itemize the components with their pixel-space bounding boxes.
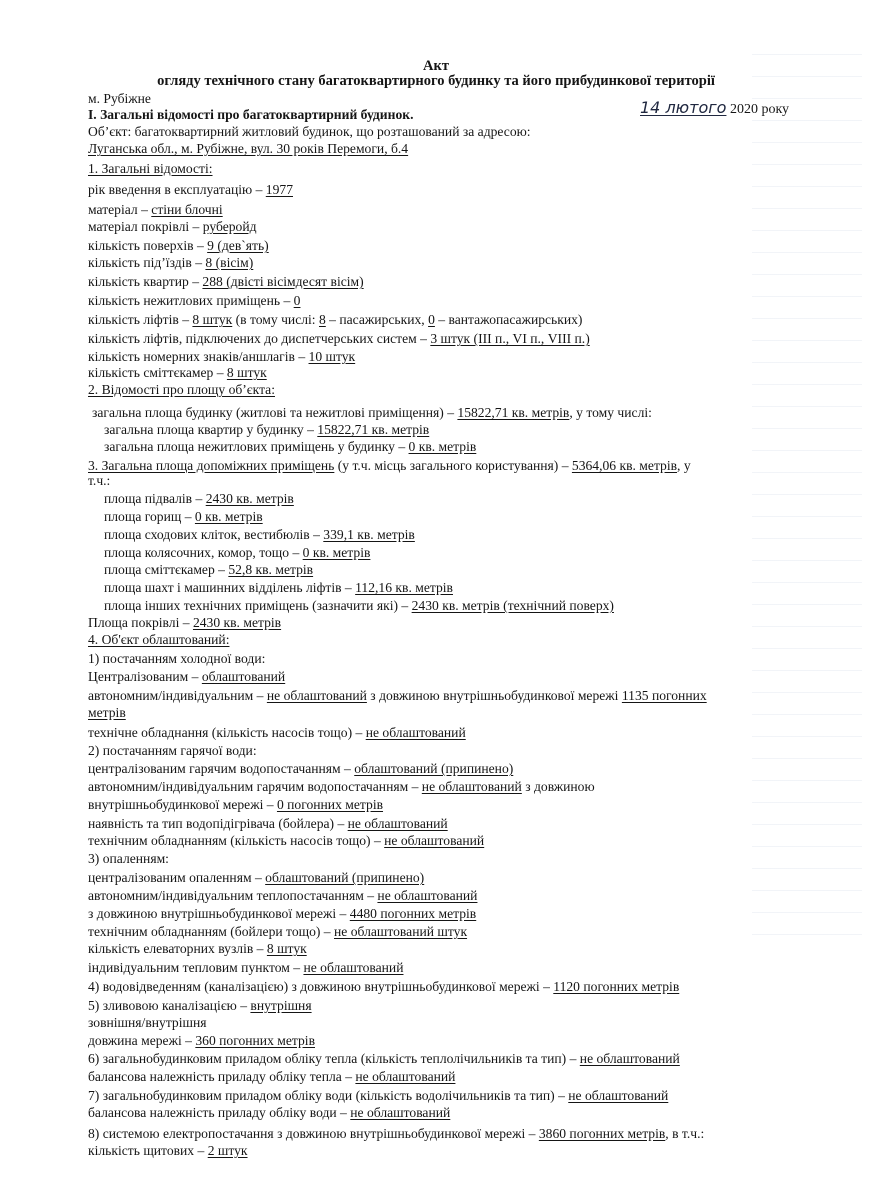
material-row [88,201,223,218]
heat-central-row [88,869,424,886]
boiler-label: наявність та тип водопідігрівача (бойлера) – [88,816,348,831]
sewer-label: 4) водовідведенням (каналізацією) з довжиною внутрішньобудинкової мережі – [88,979,554,994]
act-title: Акт [423,58,449,74]
area-total-row [92,404,652,421]
heat-auto-value: не облаштований [377,888,478,903]
heatmeter-label: 6) загальнобудинковим приладом обліку тепла (кількість теплолічильників та тип) – [88,1051,580,1066]
material-label: матеріал – [88,202,152,217]
watermeter-value: не облаштований [568,1088,669,1103]
address-line [88,140,408,157]
aux-tc: т.ч.: [88,473,111,488]
other-row [104,597,614,614]
hot-tech-value: не облаштований [384,833,485,848]
panels-row [88,1142,248,1159]
aux-heading-end: (у т.ч. місць загального користування) – [334,458,572,473]
aux-tc-row [88,472,110,489]
basement-label: площа підвалів – [104,491,206,506]
date-year: 2020 року [729,102,790,117]
shafts-row [104,579,453,596]
trash-value: 52,8 кв. метрів [228,562,314,577]
watermeter-bal-value: не облаштований [350,1105,451,1120]
itp-row [88,959,403,976]
trash-label: площа сміттєкамер – [104,562,229,577]
signs-row [88,348,355,365]
lifts-mid2: – пасажирських, [325,312,429,327]
hot-tech-row [88,832,484,849]
storm-len-value: 360 погонних метрів [195,1033,315,1048]
area-nonres-value: 0 кв. метрів [408,439,477,454]
chutes-row [88,364,267,381]
object-text: Об’єкт: багатоквартирний житловий будинок, що розташований за адресою: [88,124,531,139]
boiler-value: не облаштований [347,816,448,831]
panels-label: кількість щитових – [88,1143,208,1158]
hot-central-value: облаштований (припинено) [354,761,514,776]
year-row [88,181,293,198]
watermeter-bal-label: балансова належність приладу обліку води – [88,1105,351,1120]
boiler-row [88,815,448,832]
lifts-label: кількість ліфтів – [88,312,193,327]
section-1-heading [88,106,413,123]
bleed-through-text [752,40,862,940]
cold-tech-value: не облаштований [365,725,466,740]
heat-central-label: централізованим опаленням – [88,870,266,885]
elevators-label: кількість елеваторних вузлів – [88,941,267,956]
cold-auto-end: з довжиною внутрішньобудинкової мережі [366,688,622,703]
apartments-label: кількість квартир – [88,274,203,289]
heat-net-value: 4480 погонних метрів [349,906,477,921]
area-total-label: загальна площа будинку (житлові та нежитлові приміщення) – [92,405,458,420]
material-value: стіни блочні [151,202,223,217]
sewer-value: 1120 погонних метрів [553,979,680,994]
entrances-value: 8 (вісім) [205,255,254,270]
storm-label: 5) зливовою каналізацією – [88,998,251,1013]
pram-label: площа колясочних, комор, тощо – [104,545,303,560]
floors-value: 9 (дев`ять) [207,238,269,253]
general-heading [88,160,213,177]
stairs-row [104,526,415,543]
pram-row [104,544,370,561]
basement-value: 2430 кв. метрів [205,491,294,506]
hot-tech-label: технічним обладнанням (кількість насосів тощо) – [88,833,385,848]
storm-len-label: довжина мережі – [88,1033,196,1048]
heat-tech-label: технічним обладнанням (бойлери тощо) – [88,924,334,939]
itp-label: індивідуальним тепловим пунктом – [88,960,304,975]
roof-area-row [88,614,281,631]
panels-value: 2 штук [207,1143,248,1158]
heatmeter-row [88,1050,680,1067]
watermeter-label: 7) загальнобудинковим приладом обліку води (кількість водолічильників та тип) – [88,1088,569,1103]
city: м. Рубіжне [88,91,151,106]
heatmeter-bal-value: не облаштований [355,1069,456,1084]
nonres-row [88,292,300,309]
storm-len-row [88,1032,315,1049]
lifts-cargo: 0 [428,312,435,327]
elevators-value: 8 штук [266,941,307,956]
roof-row [88,218,257,235]
year-value: 1977 [265,182,293,197]
dispatch-row [88,330,590,347]
roof-value: руберойд [202,219,257,234]
area-nonres-row [104,438,476,455]
dispatch-label: кількість ліфтів, підключених до диспетчерських систем – [88,331,431,346]
lifts-end: – вантажопасажирських) [434,312,583,327]
area-apartments-value: 15822,71 кв. метрів [317,422,430,437]
stairs-label: площа сходових кліток, вестибюлів – [104,527,324,542]
address: Луганська обл., м. Рубіжне, вул. 30 років Перемоги, б.4 [88,141,409,156]
roof-area-label: Площа покрівлі – [88,615,193,630]
aux-heading-row [88,457,691,474]
heatmeter-bal-label: балансова належність приладу обліку тепла – [88,1069,356,1084]
cold-len-cont [88,704,126,721]
nonres-value: 0 [293,293,301,308]
city-line [88,90,151,107]
equip-heading-text: 4. Об'єкт облаштований: [88,632,230,647]
entrances-row [88,254,253,271]
hot-heading [88,742,257,759]
aux-total-end: , у [677,458,691,473]
hot-net-value: 0 погонних метрів [276,797,384,812]
cold-central-row [88,668,285,685]
watermeter-row [88,1087,668,1104]
nonres-label: кількість нежитлових приміщень – [88,293,294,308]
power-label: 8) системою електропостачання з довжиною внутрішньобудинкової мережі – [88,1126,539,1141]
trash-row [104,561,313,578]
area-nonres-label: загальна площа нежитлових приміщень у будинку – [104,439,409,454]
date-line [640,98,789,118]
other-label: площа інших технічних приміщень (зазначити які) – [104,598,412,613]
signs-label: кількість номерних знаків/аншлагів – [88,349,309,364]
year-label: рік введення в експлуатацію – [88,182,266,197]
shafts-label: площа шахт і машинних відділень ліфтів – [104,580,356,595]
apartments-row [88,273,364,290]
sewer-row [88,978,679,995]
roof-area-value: 2430 кв. метрів [192,615,282,630]
cold-auto-value: не облаштований [266,688,367,703]
general-heading-text: 1. Загальні відомості: [88,161,213,176]
hot-auto-value: не облаштований [421,779,522,794]
area-heading-text: 2. Відомості про площу об’єкта: [88,382,275,397]
storm-type-row [88,1014,207,1031]
hot-net-row [88,796,383,813]
heat-central-value: облаштований (припинено) [265,870,425,885]
cold-length-unit: метрів [88,705,126,720]
act-subtitle: огляду технічного стану багатоквартирного будинку та його прибудинкової території [157,73,715,89]
heat-heading-text: 3) опаленням: [88,851,169,866]
heat-heading [88,850,169,867]
storm-value: внутрішня [250,998,312,1013]
heat-tech-row [88,923,467,940]
floors-row [88,237,269,254]
attic-value: 0 кв. метрів [194,509,263,524]
area-apartments-label: загальна площа квартир у будинку – [104,422,318,437]
signs-value: 10 штук [308,349,356,364]
heat-auto-label: автономним/індивідуальним теплопостачанням – [88,888,378,903]
entrances-label: кількість під’їздів – [88,255,206,270]
cold-tech-label: технічне обладнання (кількість насосів тощо) – [88,725,366,740]
date-handwritten: 14 лютого [640,98,727,117]
hot-central-row [88,760,513,777]
section-1-heading-text: I. Загальні відомості про багатоквартирний будинок. [88,107,414,122]
lifts-mid: (в тому числі: [232,312,319,327]
heat-net-label: з довжиною внутрішньобудинкової мережі – [88,906,350,921]
lifts-passenger: 8 [318,312,326,327]
cold-central-label: Централізованим – [88,669,202,684]
watermeter-bal-row [88,1104,450,1121]
lifts-row [88,311,582,328]
apartments-value: 288 (двісті вісімдесят вісім) [202,274,364,289]
shafts-value: 112,16 кв. метрів [355,580,453,595]
stairs-value: 339,1 кв. метрів [323,527,415,542]
cold-central-value: облаштований [201,669,286,684]
attic-label: площа горищ – [104,509,195,524]
itp-value: не облаштований [303,960,404,975]
hot-auto-end: з довжиною [521,779,595,794]
cold-length-value: 1135 погонних [621,688,707,703]
aux-total-value: 5364,06 кв. метрів [571,458,678,473]
cold-heading-text: 1) постачанням холодної води: [88,651,266,666]
area-heading [88,381,275,398]
area-apartments-row [104,421,429,438]
cold-auto-label: автономним/індивідуальним – [88,688,267,703]
dispatch-value: 3 штук (III п., VI п., VIII п.) [430,331,590,346]
cold-auto-row [88,687,707,704]
heat-net-row [88,905,476,922]
cold-heading [88,650,265,667]
power-value: 3860 погонних метрів [538,1126,666,1141]
pram-value: 0 кв. метрів [302,545,371,560]
heatmeter-value: не облаштований [579,1051,680,1066]
heatmeter-bal-row [88,1068,455,1085]
elevators-row [88,940,307,957]
hot-auto-label: автономним/індивідуальним гарячим водопостачанням – [88,779,422,794]
hot-central-label: централізованим гарячим водопостачанням – [88,761,355,776]
area-total-end: , у тому числі: [569,405,652,420]
equip-heading [88,631,229,648]
roof-label: матеріал покрівлі – [88,219,203,234]
cold-tech-row [88,724,466,741]
power-row [88,1125,704,1142]
floors-label: кількість поверхів – [88,238,208,253]
hot-heading-text: 2) постачанням гарячої води: [88,743,257,758]
chutes-value: 8 штук [226,365,267,380]
power-end: , в т.ч.: [665,1126,705,1141]
object-line [88,123,531,140]
hot-auto-row [88,778,595,795]
area-total-value: 15822,71 кв. метрів [457,405,570,420]
aux-heading: 3. Загальна площа допоміжних приміщень [88,458,335,473]
attic-row [104,508,263,525]
storm-type: зовнішня/внутрішня [88,1015,207,1030]
other-value: 2430 кв. метрів (технічний поверх) [411,598,614,613]
storm-row [88,997,312,1014]
hot-net-label: внутрішньобудинкової мережі – [88,797,277,812]
chutes-label: кількість сміттєкамер – [88,365,227,380]
basement-row [104,490,294,507]
heat-auto-row [88,887,477,904]
lifts-value: 8 штук [192,312,233,327]
heat-tech-value: не облаштований штук [334,924,468,939]
